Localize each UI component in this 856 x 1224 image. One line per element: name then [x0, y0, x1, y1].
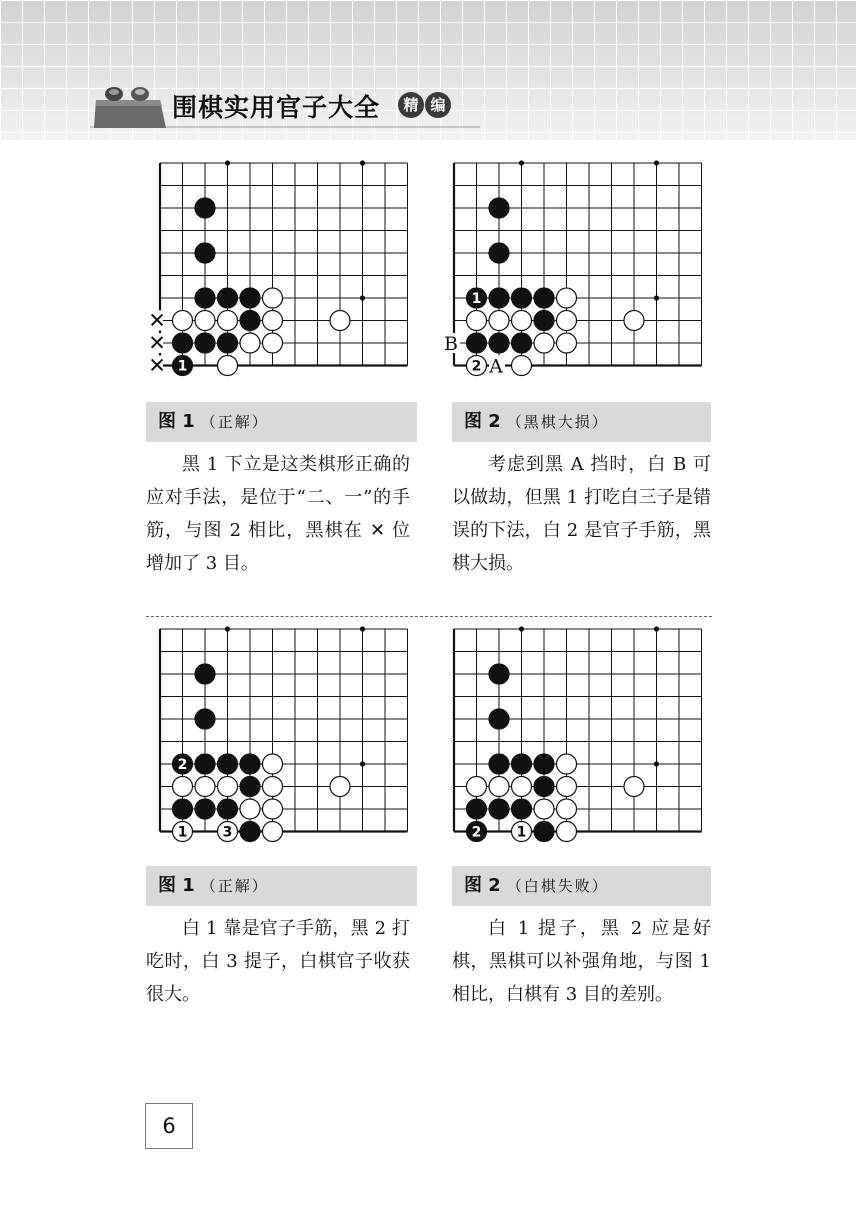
- white-stone: [263, 333, 283, 353]
- black-stone: [240, 311, 260, 331]
- black-stone: [534, 777, 554, 797]
- figure-note: （正解）: [200, 877, 269, 895]
- star-point: [654, 295, 659, 300]
- move-number: 1: [471, 291, 482, 307]
- commentary-diagram-4: 白 1 提子，黑 2 应是好棋，黑棋可以补强角地，与图 1 相比，白棋有 3 目的差别。: [452, 918, 711, 1005]
- star-point: [360, 160, 365, 165]
- black-stone: [534, 311, 554, 331]
- black-stone: [467, 799, 487, 819]
- black-stone: [534, 288, 554, 308]
- go-board-logo-icon: [92, 82, 172, 132]
- white-stone: [489, 777, 509, 797]
- black-stone: [195, 709, 215, 729]
- caption-diagram-3: [146, 866, 417, 906]
- caption-diagram-2: [452, 402, 711, 442]
- black-stone: [218, 799, 238, 819]
- white-stone: [489, 311, 509, 331]
- black-stone: [489, 754, 509, 774]
- white-stone: [195, 311, 215, 331]
- move-number: 2: [471, 824, 482, 841]
- move-number: 1: [516, 824, 527, 841]
- figure-note: （黑棋大损）: [506, 413, 609, 431]
- star-point: [654, 160, 659, 165]
- star-point: [360, 295, 365, 300]
- badge-jing: 精: [398, 92, 424, 118]
- black-stone: [218, 288, 238, 308]
- black-stone: [195, 754, 215, 774]
- white-stone: [557, 288, 577, 308]
- white-stone: [263, 754, 283, 774]
- black-stone: [512, 754, 532, 774]
- black-stone: [173, 799, 193, 819]
- black-stone: [489, 288, 509, 308]
- badge-bian: 编: [425, 92, 451, 118]
- white-stone: [263, 822, 283, 842]
- white-stone: [218, 777, 238, 797]
- point-label: A: [489, 355, 503, 378]
- board-grid: [160, 626, 408, 831]
- black-stone: [218, 333, 238, 353]
- black-stone: [512, 333, 532, 353]
- star-point: [519, 160, 524, 165]
- page-header: [0, 0, 856, 140]
- board-grid: [454, 160, 702, 365]
- figure-note: （白棋失败）: [506, 877, 609, 895]
- black-stone: [489, 243, 509, 263]
- caption-diagram-4: [452, 866, 711, 906]
- white-stone: [512, 311, 532, 331]
- star-point: [654, 626, 659, 631]
- white-stone: [467, 311, 487, 331]
- move-number: 2: [177, 757, 188, 773]
- black-stone: [240, 754, 260, 774]
- point-label: B: [444, 333, 458, 355]
- white-stone: [624, 311, 644, 331]
- black-stone: [489, 709, 509, 729]
- board-grid: [454, 626, 702, 831]
- figure-note: （正解）: [200, 413, 269, 431]
- book-title: 围棋实用官子大全: [172, 93, 381, 122]
- black-stone: [195, 288, 215, 308]
- black-stone: [195, 198, 215, 218]
- white-stone: [263, 288, 283, 308]
- move-number: 1: [177, 358, 188, 375]
- black-stone: [534, 754, 554, 774]
- black-stone: [534, 822, 554, 842]
- go-diagram-4: [434, 624, 724, 854]
- white-stone: [263, 311, 283, 331]
- black-stone: [240, 822, 260, 842]
- white-stone: [240, 333, 260, 353]
- black-stone: [489, 664, 509, 684]
- section-divider: [146, 616, 712, 617]
- board-grid: [160, 160, 408, 365]
- star-point: [654, 761, 659, 766]
- black-stone: [240, 288, 260, 308]
- black-stone: [467, 333, 487, 353]
- move-number: 3: [222, 824, 233, 841]
- white-stone: [557, 777, 577, 797]
- black-stone: [195, 664, 215, 684]
- go-diagram-3: [140, 624, 430, 854]
- cross-mark: ✕: [148, 308, 166, 333]
- caption-diagram-1: [146, 402, 417, 442]
- white-stone: [557, 754, 577, 774]
- black-stone: [489, 198, 509, 218]
- black-stone: [173, 333, 193, 353]
- white-stone: [624, 777, 644, 797]
- white-stone: [467, 777, 487, 797]
- go-diagram-2: [434, 158, 724, 388]
- white-stone: [512, 356, 532, 376]
- white-stone: [173, 311, 193, 331]
- white-stone: [557, 311, 577, 331]
- star-point: [225, 626, 230, 631]
- white-stone: [557, 822, 577, 842]
- white-stone: [330, 311, 350, 331]
- cross-mark: ✕: [148, 353, 166, 378]
- white-stone: [218, 356, 238, 376]
- figure-label: 图 2: [464, 411, 501, 432]
- black-stone: [218, 754, 238, 774]
- black-stone: [512, 799, 532, 819]
- move-number: 1: [177, 824, 188, 841]
- figure-label: 图 2: [464, 875, 501, 896]
- black-stone: [240, 777, 260, 797]
- black-stone: [195, 243, 215, 263]
- star-point: [519, 626, 524, 631]
- star-point: [360, 626, 365, 631]
- black-stone: [489, 333, 509, 353]
- figure-label: 图 1: [158, 875, 195, 896]
- star-point: [225, 160, 230, 165]
- commentary-diagram-2: 考虑到黑 A 挡时，白 B 可以做劫，但黑 1 打吃白三子是错误的下法，白 2 是官子手筋，黑棋大损。: [452, 454, 711, 574]
- figure-label: 图 1: [158, 411, 195, 432]
- commentary-diagram-3: 白 1 靠是官子手筋，黑 2 打吃时，白 3 提子，白棋官子收获很大。: [146, 918, 410, 1005]
- star-point: [360, 761, 365, 766]
- white-stone: [263, 799, 283, 819]
- black-stone: [195, 333, 215, 353]
- white-stone: [534, 333, 554, 353]
- white-stone: [173, 777, 193, 797]
- black-stone: [489, 799, 509, 819]
- white-stone: [240, 799, 260, 819]
- white-stone: [263, 777, 283, 797]
- commentary-diagram-1: 黑 1 下立是这类棋形正确的应对手法，是位于“二、一”的手筋，与图 2 相比，黑棋在 ✕ 位增加了 3 目。: [146, 454, 410, 574]
- black-stone: [512, 288, 532, 308]
- go-diagram-1: [140, 158, 430, 388]
- move-number: 2: [471, 358, 482, 375]
- black-stone: [195, 799, 215, 819]
- page-number: 6: [162, 1114, 176, 1138]
- white-stone: [218, 311, 238, 331]
- page-number-box: [145, 1103, 193, 1149]
- white-stone: [534, 799, 554, 819]
- white-stone: [512, 777, 532, 797]
- white-stone: [557, 333, 577, 353]
- white-stone: [330, 777, 350, 797]
- cross-mark: ✕: [148, 331, 166, 355]
- white-stone: [557, 799, 577, 819]
- white-stone: [195, 777, 215, 797]
